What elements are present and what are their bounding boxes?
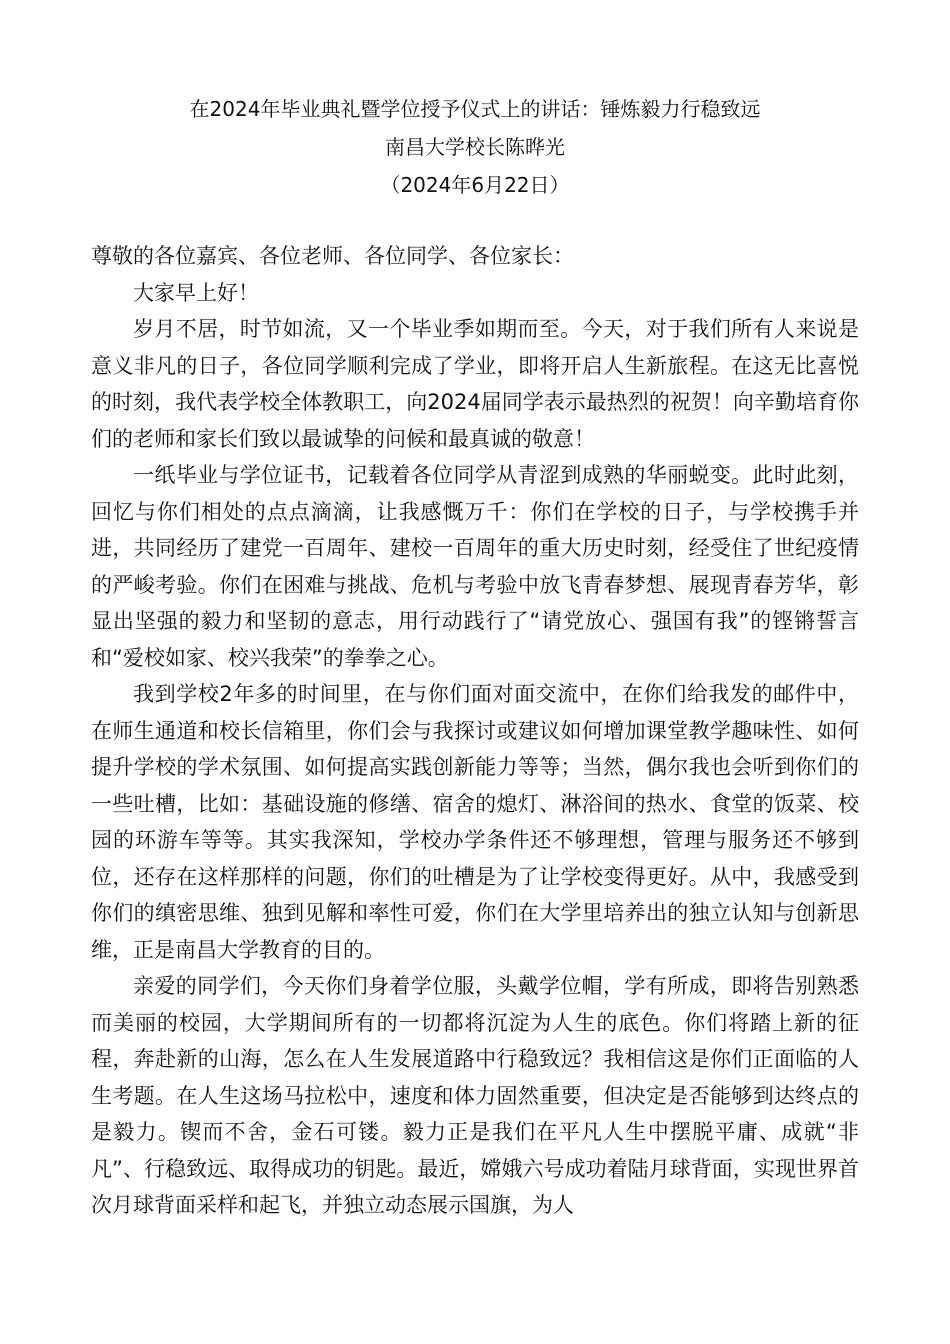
paragraph-congratulations: 岁月不居，时节如流，又一个毕业季如期而至。今天，对于我们所有人来说是意义非凡的日子，各位同学顺利完成了学业，即将开启人生新旅程。在这无比喜悦的时刻，我代表学校全体教职工，向2024届同学表示最热烈的祝贺！向辛勤培育你们的老师和家长们致以最诚挚的问候和最真诚的敬意！ (91, 317, 859, 451)
document-author: 南昌大学校长陈晔光 (385, 135, 565, 159)
document-page (91, 90, 859, 1224)
paragraph-greeting: 大家早上好！ (133, 280, 259, 305)
document-body (91, 238, 859, 1224)
paragraph-perseverance: 亲爱的同学们，今天你们身着学位服，头戴学位帽，学有所成，即将告别熟悉而美丽的校园，大学期间所有的一切都将沉淀为人生的底色。你们将踏上新的征程，奔赴新的山海，怎么在人生发展道路中行稳致远？我相信这是你们正面临的人生考题。在人生这场马拉松中，速度和体力固然重要，但决定是否能够到达终点的是毅力。锲而不舍，金石可镂。毅力正是我们在平凡人生中摆脱平庸、成就“非凡”、行稳致远、取得成功的钥匙。最近，嫦娥六号成功着陆月球背面，实现世界首次月球背面采样和起飞，并独立动态展示国旗，为人 (91, 974, 859, 1217)
paragraph-memories: 一纸毕业与学位证书，记载着各位同学从青涩到成熟的华丽蜕变。此时此刻，回忆与你们相处的点点滴滴，让我感慨万千：你们在学校的日子，与学校携手并进，共同经历了建党一百周年、建校一百周年的重大历史时刻，经受住了世纪疫情的严峻考验。你们在困难与挑战、危机与考验中放飞青春梦想、展现青春芳华，彰显出坚强的毅力和坚韧的意志，用行动践行了“请党放心、强国有我”的铿锵誓言和“爱校如家、校兴我荣”的拳拳之心。 (91, 463, 859, 670)
paragraph-feedback: 我到学校2年多的时间里，在与你们面对面交流中，在你们给我发的邮件中，在师生通道和校长信箱里，你们会与我探讨或建议如何增加课堂教学趣味性、如何提升学校的学术氛围、如何提高实践创新能力等等；当然，偶尔我也会听到你们的一些吐槽，比如：基础设施的修缮、宿舍的熄灯、淋浴间的热水、食堂的饭菜、校园的环游车等等。其实我深知，学校办学条件还不够理想，管理与服务还不够到位，还存在这样那样的问题，你们的吐槽是为了让学校变得更好。从中，我感受到你们的缜密思维、独到见解和率性可爱，你们在大学里培养出的独立认知与创新思维，正是南昌大学教育的目的。 (91, 682, 859, 962)
document-date: （2024年6月22日） (380, 173, 570, 197)
document-title: 在2024年毕业典礼暨学位授予仪式上的讲话：锤炼毅力行稳致远 (189, 97, 761, 121)
salutation: 尊敬的各位嘉宾、各位老师、各位同学、各位家长： (91, 244, 574, 268)
document-header (91, 90, 859, 204)
